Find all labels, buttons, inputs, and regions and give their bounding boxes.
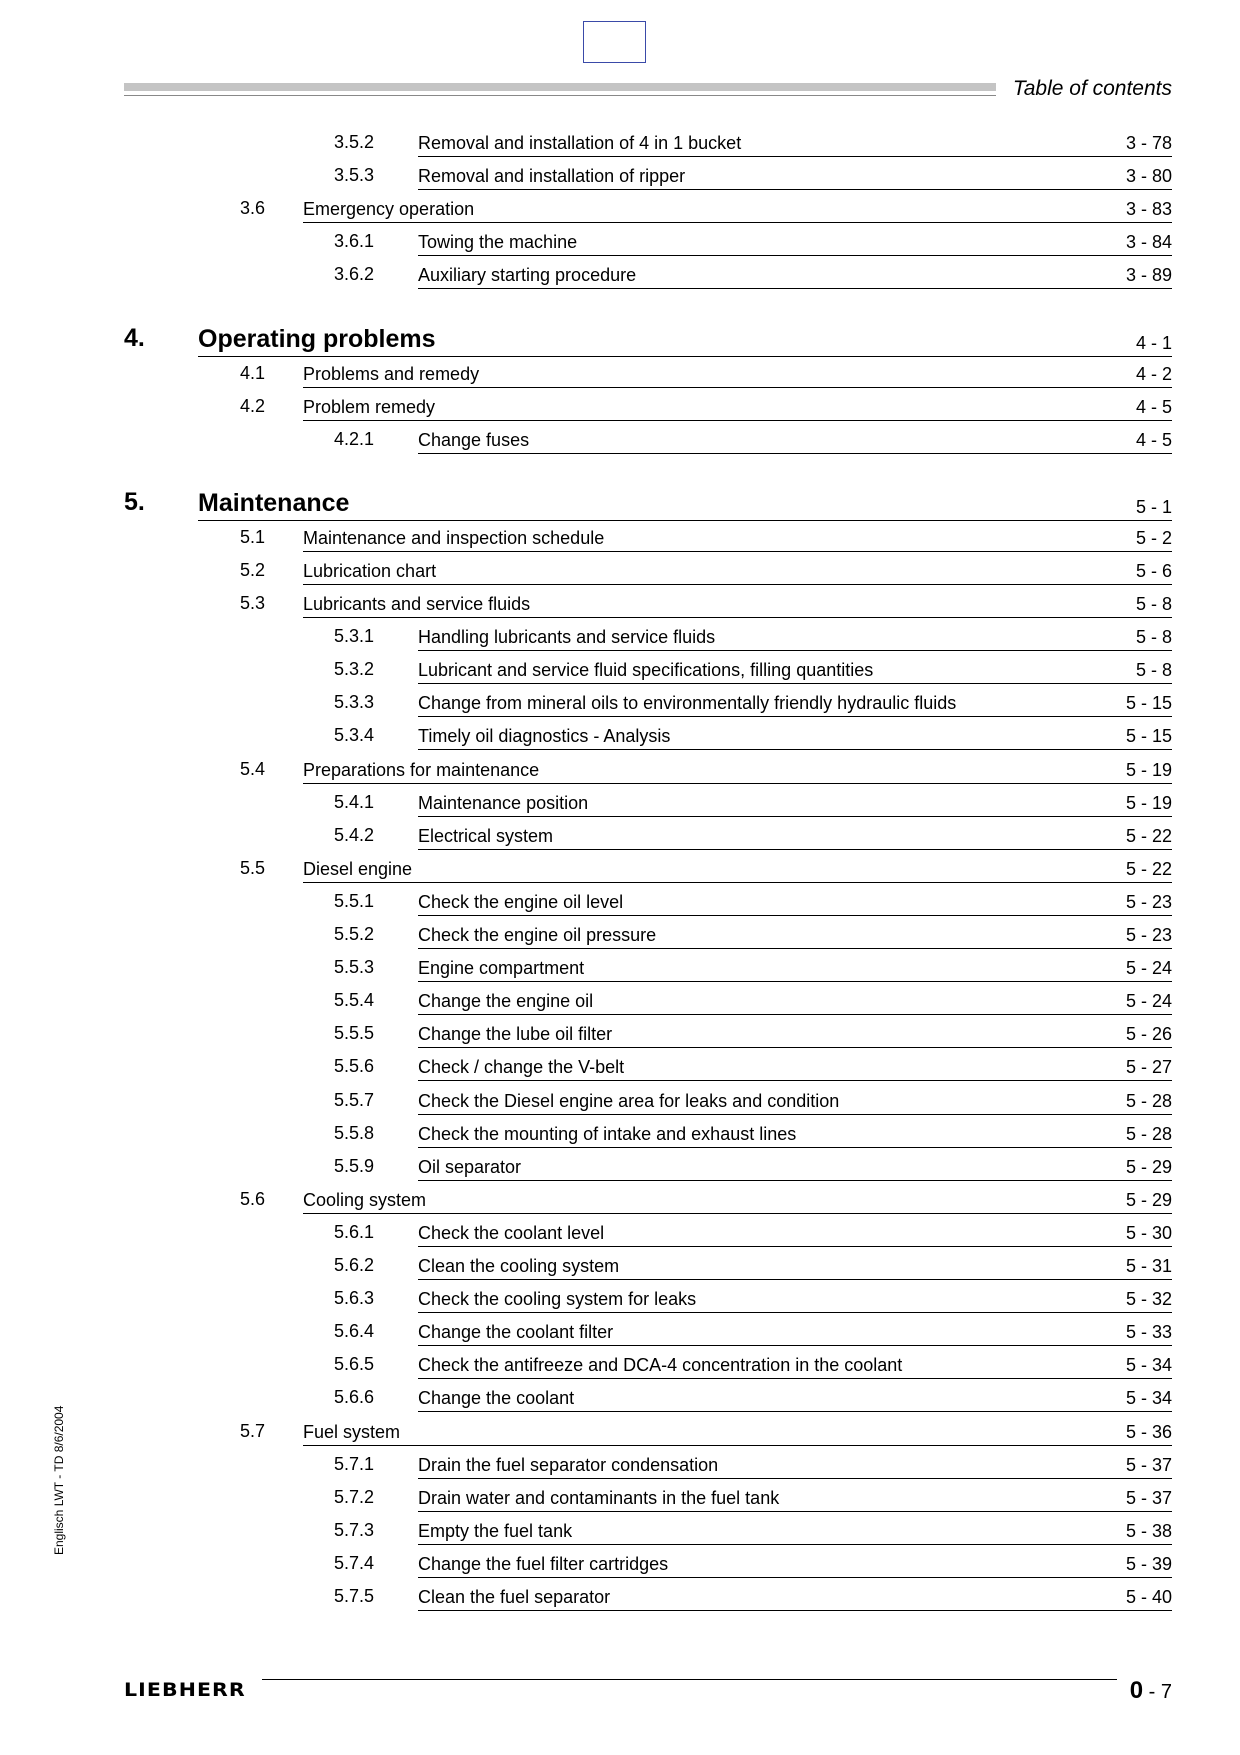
toc-entry[interactable] [0, 390, 1240, 424]
toc-title: Drain the fuel separator condensation [418, 1454, 719, 1475]
toc-title-line [418, 1150, 1172, 1181]
toc-page: 5 - 29 [1125, 1156, 1172, 1177]
toc-number: 5.1 [240, 526, 266, 547]
toc-title: Drain water and contaminants in the fuel tank [418, 1487, 780, 1508]
toc-title: Clean the fuel separator [418, 1587, 611, 1607]
toc-page: 5 - 8 [1135, 594, 1172, 614]
toc-page: 5 - 34 [1125, 1388, 1172, 1409]
toc-title-line [198, 318, 1172, 357]
toc-number: 5.7.3 [334, 1519, 375, 1540]
toc-number: 5.5 [240, 857, 266, 878]
toc-title-line [418, 653, 1172, 684]
toc-page: 5 - 22 [1125, 825, 1172, 846]
toc-title-line [418, 1017, 1172, 1048]
toc-title: Change the coolant [418, 1388, 575, 1409]
toc-title: Maintenance [198, 488, 350, 517]
top-frame-box [583, 21, 646, 63]
toc-page: 5 - 33 [1125, 1322, 1172, 1343]
toc-entry[interactable] [0, 1448, 1240, 1482]
toc-title: Clean the cooling system [418, 1256, 620, 1276]
toc-title-line [303, 1415, 1172, 1446]
toc-number: 5.3.4 [334, 725, 375, 746]
toc-entry[interactable] [0, 159, 1240, 193]
toc-entry[interactable] [0, 753, 1240, 787]
toc-title: Change the lube oil filter [418, 1024, 613, 1045]
toc-page: 5 - 24 [1125, 958, 1172, 979]
toc-page: 5 - 37 [1125, 1454, 1172, 1475]
toc-title: Engine compartment [418, 958, 585, 979]
toc-entry[interactable] [0, 1282, 1240, 1316]
toc-page: 5 - 37 [1125, 1487, 1172, 1508]
toc-page: 5 - 27 [1125, 1057, 1172, 1078]
toc-title-line [303, 554, 1172, 585]
toc-number: 4.1 [240, 362, 266, 383]
toc-entry[interactable] [0, 357, 1240, 391]
toc-title: Change from mineral oils to environmentally friendly hydraulic fluids [418, 693, 957, 714]
toc-title-line [418, 918, 1172, 949]
toc-page: 5 - 31 [1125, 1256, 1172, 1276]
toc-entry[interactable] [0, 852, 1240, 886]
toc-title-line [418, 1448, 1172, 1479]
toc-entry[interactable] [0, 1150, 1240, 1184]
toc-title: Operating problems [198, 324, 436, 353]
toc-title: Change fuses [418, 429, 530, 450]
toc-page: 3 - 89 [1125, 265, 1172, 286]
toc-page: 5 - 22 [1125, 858, 1172, 879]
toc-number: 5.7.4 [334, 1552, 375, 1573]
toc-page: 5 - 24 [1125, 991, 1172, 1012]
toc-entry[interactable] [0, 885, 1240, 919]
toc-number: 5.5.7 [334, 1089, 375, 1110]
toc-entry[interactable] [0, 318, 1240, 358]
toc-page: 3 - 84 [1125, 232, 1172, 253]
toc-page: 4 - 5 [1135, 429, 1172, 450]
toc-page: 5 - 8 [1135, 660, 1172, 681]
toc-entry[interactable] [0, 587, 1240, 621]
toc-title: Change the engine oil [418, 991, 594, 1012]
toc-title-line [303, 1183, 1172, 1214]
toc-number: 3.6.1 [334, 231, 375, 252]
toc-entry[interactable] [0, 1481, 1240, 1515]
toc-title-line [418, 258, 1172, 289]
toc-number: 5.4.2 [334, 824, 375, 845]
toc-number: 5.3.2 [334, 659, 375, 680]
toc-number: 5.5.1 [334, 890, 375, 911]
toc-title: Electrical system [418, 825, 554, 846]
toc-entry[interactable] [0, 521, 1240, 555]
toc-entry[interactable] [0, 1183, 1240, 1217]
toc-page: 5 - 26 [1125, 1024, 1172, 1045]
toc-entry[interactable] [0, 192, 1240, 226]
toc-title: Check the Diesel engine area for leaks and condition [418, 1090, 840, 1111]
toc-number: 5.3.1 [334, 626, 375, 647]
toc-entry[interactable] [0, 126, 1240, 160]
toc-title-line [418, 1381, 1172, 1412]
toc-entry[interactable] [0, 786, 1240, 820]
toc-number: 5.6 [240, 1188, 266, 1209]
toc-number: 4.2.1 [334, 428, 375, 449]
toc-number: 5.3 [240, 593, 266, 613]
toc-page: 5 - 6 [1135, 560, 1172, 581]
toc-page: 5 - 19 [1125, 759, 1172, 780]
toc-title-line [418, 984, 1172, 1015]
toc-number: 5.6.1 [334, 1221, 375, 1242]
footer-rule [262, 1679, 1117, 1680]
toc-number: 5.3.3 [334, 692, 375, 713]
toc-number: 5.6.5 [334, 1354, 375, 1375]
toc-title-line [303, 753, 1172, 784]
toc-entry[interactable] [0, 620, 1240, 654]
toc-entry[interactable] [0, 1084, 1240, 1118]
toc-page: 5 - 39 [1125, 1553, 1172, 1574]
toc-title: Removal and installation of ripper [418, 166, 686, 187]
toc-number: 5.6.4 [334, 1321, 375, 1342]
toc-number: 5.7.2 [334, 1486, 375, 1507]
toc-title: Check the cooling system for leaks [418, 1289, 697, 1310]
toc-number: 5.5.9 [334, 1155, 375, 1176]
toc-number: 4. [124, 323, 145, 352]
toc-title: Check the antifreeze and DCA-4 concentration in the coolant [418, 1355, 903, 1376]
header-rule [124, 95, 996, 96]
toc-entry[interactable] [0, 554, 1240, 588]
toc-title: Cooling system [303, 1189, 427, 1210]
toc-entry[interactable] [0, 918, 1240, 952]
toc-number: 5.7.1 [334, 1453, 375, 1474]
toc-title-line [303, 521, 1172, 552]
toc-title: Problems and remedy [303, 363, 480, 384]
toc-page: 5 - 29 [1125, 1189, 1172, 1210]
toc-number: 3.6 [240, 198, 266, 219]
toc-title-line [418, 1547, 1172, 1578]
toc-entry[interactable] [0, 1415, 1240, 1449]
toc-page: 5 - 23 [1125, 891, 1172, 912]
toc-title: Maintenance position [418, 792, 589, 813]
toc-number: 5.6.3 [334, 1288, 375, 1309]
toc-entry[interactable] [0, 951, 1240, 985]
toc-number: 5.6.6 [334, 1387, 375, 1408]
toc-title-line [418, 885, 1172, 916]
toc-page: 4 - 5 [1135, 396, 1172, 417]
toc-entry[interactable] [0, 1580, 1240, 1614]
toc-page: 5 - 38 [1125, 1520, 1172, 1541]
toc-entry[interactable] [0, 482, 1240, 522]
toc-page: 5 - 40 [1125, 1587, 1172, 1607]
toc-title-line [418, 159, 1172, 190]
toc-page: 5 - 28 [1125, 1090, 1172, 1111]
toc-title: Handling lubricants and service fluids [418, 627, 716, 648]
toc-title-line [198, 482, 1172, 521]
toc-entry[interactable] [0, 1017, 1240, 1051]
toc-page: 4 - 1 [1135, 332, 1172, 353]
toc-entry[interactable] [0, 653, 1240, 687]
toc-title: Oil separator [418, 1156, 522, 1177]
toc-title-line [418, 620, 1172, 651]
toc-title: Change the fuel filter cartridges [418, 1553, 669, 1574]
toc-number: 5.2 [240, 559, 266, 580]
toc-entry[interactable] [0, 819, 1240, 853]
toc-title-line [418, 786, 1172, 817]
toc-title: Check / change the V-belt [418, 1057, 625, 1078]
toc-entry[interactable] [0, 1249, 1240, 1283]
toc-page: 3 - 83 [1125, 199, 1172, 220]
toc-title: Change the coolant filter [418, 1322, 614, 1343]
toc-title: Check the engine oil pressure [418, 925, 657, 945]
toc-title-line [303, 357, 1172, 388]
toc-title-line [418, 225, 1172, 256]
toc-entry[interactable] [0, 1050, 1240, 1084]
toc-entry[interactable] [0, 423, 1240, 457]
toc-title: Check the engine oil level [418, 891, 624, 912]
toc-title: Auxiliary starting procedure [418, 265, 637, 286]
toc-title: Removal and installation of 4 in 1 bucket [418, 133, 742, 153]
toc-title-line [418, 1315, 1172, 1346]
toc-title-line [418, 1084, 1172, 1115]
toc-title-line [418, 1216, 1172, 1247]
toc-title-line [303, 852, 1172, 883]
toc-title: Empty the fuel tank [418, 1520, 573, 1541]
page-number-chapter: 0 [1129, 1677, 1144, 1704]
toc-page: 5 - 8 [1135, 627, 1172, 648]
toc-entry[interactable] [0, 984, 1240, 1018]
toc-title: Maintenance and inspection schedule [303, 527, 605, 548]
toc-title: Check the mounting of intake and exhaust lines [418, 1123, 797, 1144]
toc-number: 3.6.2 [334, 264, 375, 285]
toc-title-line [418, 1348, 1172, 1379]
toc-entry[interactable] [0, 719, 1240, 753]
toc-page: 5 - 30 [1125, 1222, 1172, 1243]
toc-number: 3.5.2 [334, 132, 375, 152]
toc-title-line [418, 1117, 1172, 1148]
toc-entry[interactable] [0, 1216, 1240, 1250]
document-info: Englisch LWT - TD 8/6/2004 [52, 1405, 66, 1555]
toc-title-line [418, 686, 1172, 717]
toc-title: Emergency operation [303, 199, 475, 220]
toc-title: Lubricants and service fluids [303, 594, 531, 614]
toc-title-line [418, 719, 1172, 750]
toc-number: 5. [124, 487, 145, 516]
toc-page: 5 - 2 [1135, 527, 1172, 548]
toc-title: Preparations for maintenance [303, 759, 540, 780]
toc-number: 5.7 [240, 1420, 266, 1441]
toc-entry[interactable] [0, 1315, 1240, 1349]
toc-page: 5 - 15 [1125, 726, 1172, 747]
toc-title-line [303, 390, 1172, 421]
toc-number: 5.4.1 [334, 791, 375, 812]
toc-page: 5 - 32 [1125, 1289, 1172, 1310]
toc-title: Diesel engine [303, 858, 413, 879]
toc-number: 3.5.3 [334, 165, 375, 186]
toc-title-line [418, 1580, 1172, 1611]
toc-entry[interactable] [0, 686, 1240, 720]
toc-entry[interactable] [0, 1348, 1240, 1382]
toc-title-line [418, 1249, 1172, 1280]
toc-page: 5 - 36 [1125, 1421, 1172, 1442]
toc-title-line [303, 587, 1172, 618]
toc-number: 4.2 [240, 395, 266, 416]
toc-page: 4 - 2 [1135, 363, 1172, 384]
toc-title-line [418, 126, 1172, 157]
toc-page: 5 - 34 [1125, 1355, 1172, 1376]
liebherr-logo: LIEBHERR [124, 1679, 246, 1701]
toc-page: 5 - 23 [1125, 925, 1172, 945]
toc-title-line [418, 1514, 1172, 1545]
toc-page: 5 - 28 [1125, 1123, 1172, 1144]
toc-title: Lubrication chart [303, 560, 437, 581]
toc-title-line [418, 1282, 1172, 1313]
header-bar [124, 83, 996, 91]
toc-number: 5.5.2 [334, 924, 375, 944]
toc-title: Fuel system [303, 1421, 401, 1442]
toc-entry[interactable] [0, 1514, 1240, 1548]
toc-entry[interactable] [0, 1381, 1240, 1415]
toc-page: 5 - 19 [1125, 792, 1172, 813]
toc-title-line [418, 819, 1172, 850]
toc-entry[interactable] [0, 225, 1240, 259]
toc-number: 5.5.5 [334, 1023, 375, 1044]
toc-page: 3 - 80 [1125, 166, 1172, 187]
page-number-rest: - 7 [1143, 1681, 1172, 1703]
toc-title: Towing the machine [418, 232, 578, 253]
toc-title: Lubricant and service fluid specifications, filling quantities [418, 660, 874, 681]
toc-title-line [303, 192, 1172, 223]
toc-title-line [418, 1481, 1172, 1512]
toc-number: 5.6.2 [334, 1255, 375, 1275]
toc-title-line [418, 951, 1172, 982]
toc-title: Problem remedy [303, 396, 436, 417]
toc-entry[interactable] [0, 258, 1240, 292]
toc-title-line [418, 423, 1172, 454]
toc-number: 5.5.3 [334, 957, 375, 978]
toc-number: 5.5.6 [334, 1056, 375, 1077]
toc-number: 5.5.4 [334, 990, 375, 1011]
toc-number: 5.4 [240, 758, 266, 779]
toc-page: 5 - 1 [1135, 496, 1172, 517]
page-number [1130, 1677, 1172, 1705]
toc-title-line [418, 1050, 1172, 1081]
toc-title: Check the coolant level [418, 1222, 605, 1243]
toc-entry[interactable] [0, 1117, 1240, 1151]
toc-page: 3 - 78 [1125, 133, 1172, 153]
toc-title: Timely oil diagnostics - Analysis [418, 726, 671, 747]
toc-number: 5.7.5 [334, 1586, 375, 1606]
toc-page: 5 - 15 [1125, 693, 1172, 714]
page-title: Table of contents [1012, 77, 1172, 100]
toc-number: 5.5.8 [334, 1122, 375, 1143]
toc-entry[interactable] [0, 1547, 1240, 1581]
